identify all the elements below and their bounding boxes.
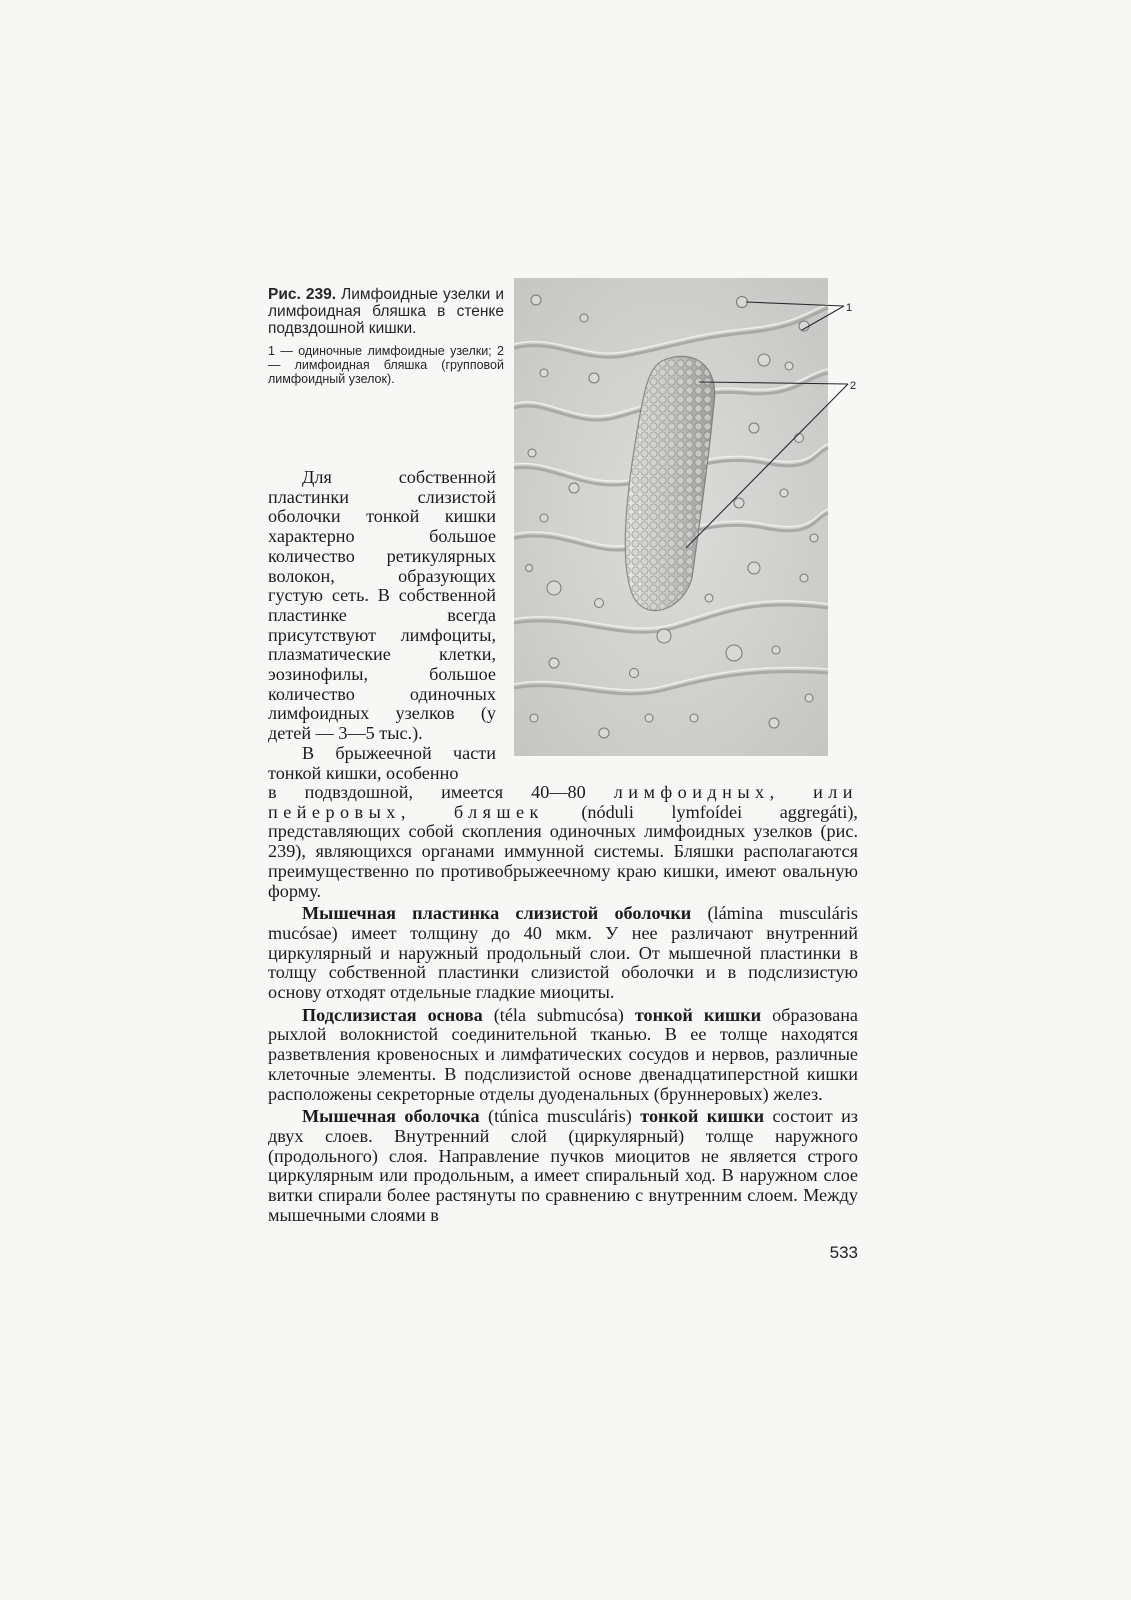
paragraph-1: Для собственной пластинки слизистой оболочки тонкой кишки характерно большое количество ретикулярных волокон, образующих густую сеть. В собственной пластинке всегда присутствуют лимфоциты, плазматические клетки, эозинофилы, большое количество одиночных лимфоидных узелков (у детей — 3—5 тыс.). xyxy=(268,467,496,744)
paragraph-2-continuation: в подвздошной, имеется 40—80 лимфоидных, или пейеровых, бляшек (nóduli lymfoídei aggregáti), представляющих собой скопления одиночных лимфоидных узелков (рис. 239), являющихся органами иммунной системы. Бляшки располагаются преимущественно по противобрыжеечному краю кишки, имеют овальную форму. xyxy=(268,782,858,901)
figure-caption xyxy=(268,286,504,386)
term-lamina-muscularis: Мышечная пластинка слизистой оболочки xyxy=(302,903,692,924)
narrow-text-column xyxy=(268,468,496,783)
page-number: 533 xyxy=(829,1243,858,1262)
figure-marker-1: 1 xyxy=(846,302,853,314)
caption-label: Рис. 239. xyxy=(268,286,337,303)
lymphoid-plaque-illustration xyxy=(514,278,860,756)
paragraph-2-start: В брыжеечной части тонкой кишки, особенно xyxy=(268,742,496,783)
figure-marker-2: 2 xyxy=(850,380,857,392)
caption-title: Рис. 239. Лимфоидные узелки и лимфоидная бляшка в стенке подвздошной кишки. xyxy=(268,286,504,337)
paragraph-3: Мышечная пластинка слизистой оболочки (lámina musculáris mucósae) имеет толщину до 40 мкм. У нее различают внутренний циркулярный и наружный продольный слои. От мышечной пластинки в толщу собственной пластинки слизистой оболочки и в подслизистую основу отходят отдельные гладкие миоциты. xyxy=(268,903,858,1003)
term-tunica-muscularis: Мышечная оболочка xyxy=(302,1106,480,1127)
paragraph-4: Подслизистая основа (téla submucósa) тонкой кишки образована рыхлой волокнистой соединительной тканью. В ее толще находятся разветвления кровеносных и лимфатических сосудов и нервов, различные клеточные элементы. В подслизистой основе двенадцатиперстной кишки расположены секреторные отделы дуоденальных (бруннеровых) желез. xyxy=(268,1004,859,1104)
caption-legend: 1 — одиночные лимфоидные узелки; 2 — лимфоидная бляшка (групповой лимфоидный узелок). xyxy=(268,344,504,386)
full-width-text xyxy=(268,783,858,1225)
paragraph-5: Мышечная оболочка (túnica musculáris) тонкой кишки состоит из двух слоев. Внутренний слой (циркулярный) толще наружного (продольного) слоя. Направление пучков миоцитов не является строго циркулярным или продольным, а имеет спиральный ход. В наружном слое витки спирали более растянуты по сравнению с внутренним слоем. Между мышечными слоями в xyxy=(268,1106,858,1225)
term-submucosa: Подслизистая основа xyxy=(302,1004,483,1025)
spaced-term: лимфоидных, или пейеровых, бляшек xyxy=(268,782,858,822)
